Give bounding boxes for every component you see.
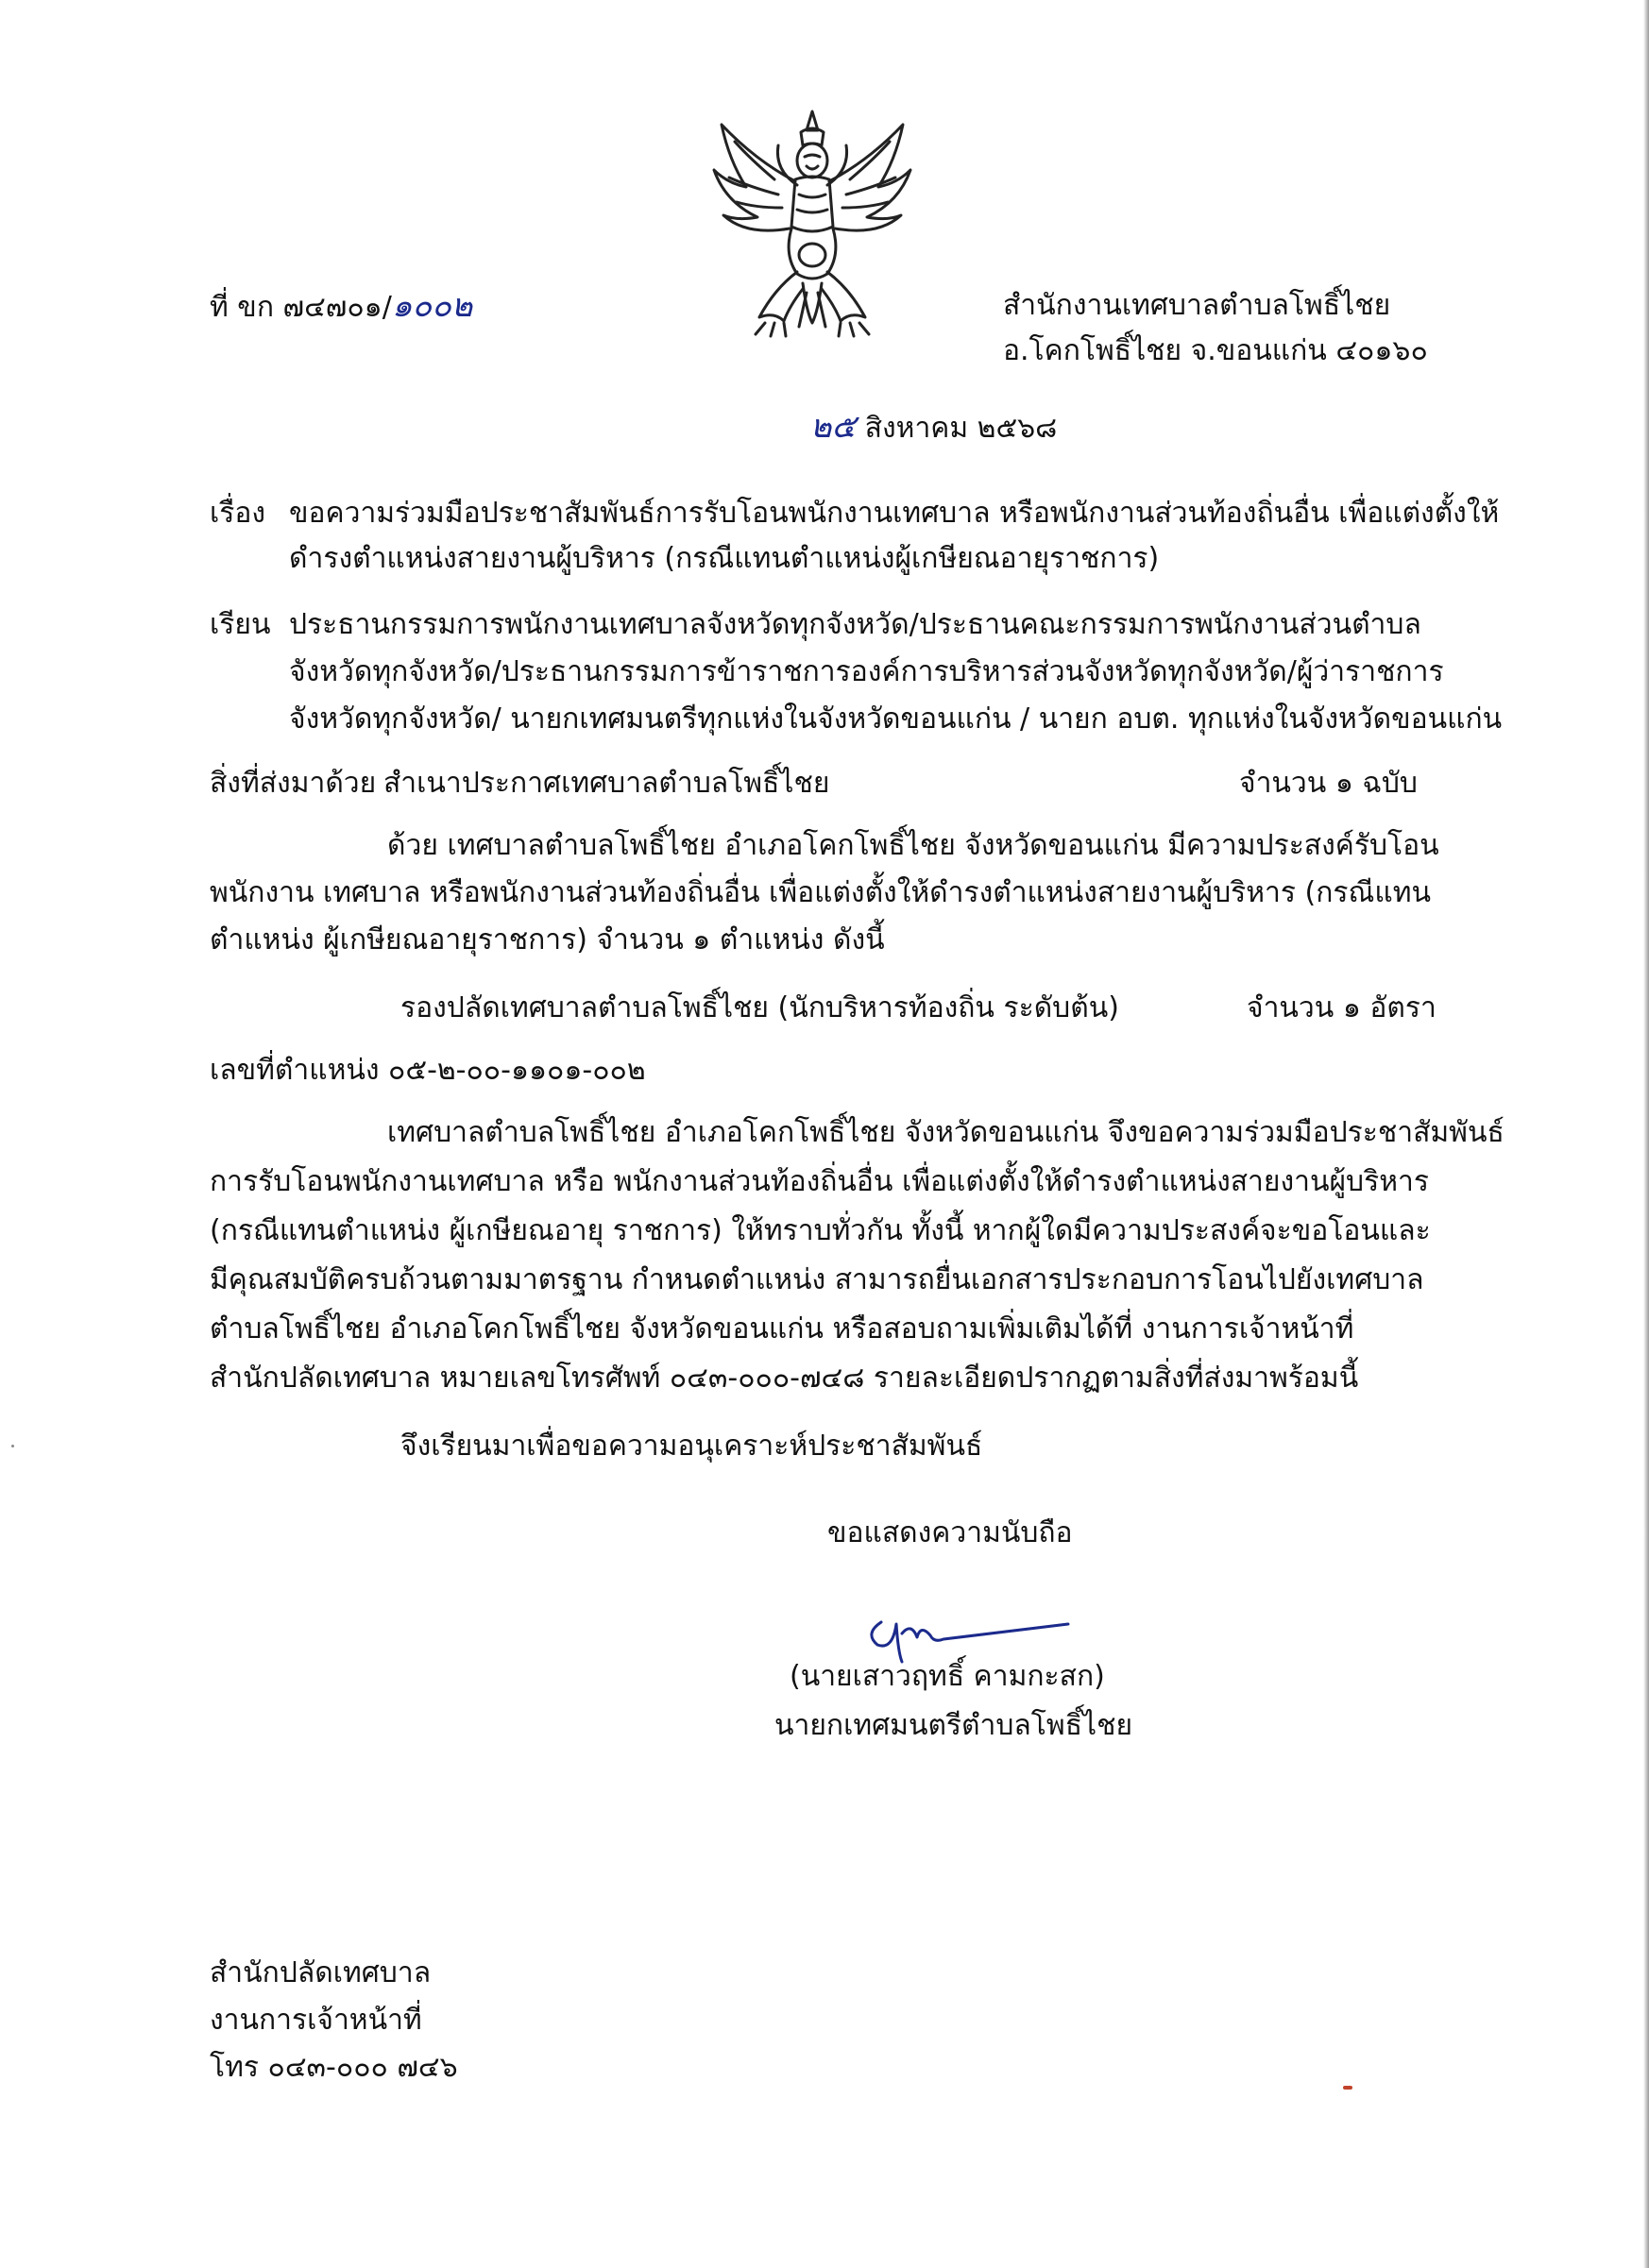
reference-number [210, 287, 472, 327]
position-count: จำนวน ๑ อัตรา [1247, 991, 1436, 1024]
footer-department: สำนักปลัดเทศบาล [210, 1956, 432, 1989]
date-month-year: สิงหาคม ๒๕๖๘ [864, 412, 1058, 445]
position-number: เลขที่ตำแหน่ง ๐๕-๒-๐๐-๑๑๐๑-๐๐๒ [210, 1054, 646, 1087]
reference-prefix: ที่ ขก ๗๔๗๐๑/ [210, 291, 392, 324]
para2-line-4: มีคุณสมบัติครบถ้วนตามมาตรฐาน กำหนดตำแหน่ง สามารถยื่นเอกสารประกอบการโอนไปยังเทศบาล [210, 1263, 1424, 1296]
para2-line-1: เทศบาลตำบลโพธิ์ไชย อำเภอโคกโพธิ์ไชย จังหวัดขอนแก่น จึงขอความร่วมมือประชาสัมพันธ์ [387, 1116, 1504, 1149]
position-name: รองปลัดเทศบาลตำบลโพธิ์ไชย (นักบริหารท้องถิ่น ระดับต้น) [400, 991, 1119, 1024]
scan-edge-shadow [1643, 0, 1649, 2268]
footer-section: งานการเจ้าหน้าที่ [210, 2004, 422, 2037]
reference-handwritten: ๑๐๐๒ [391, 287, 473, 325]
office-address: อ.โคกโพธิ์ไชย จ.ขอนแก่น ๔๐๑๖๐ [1003, 334, 1428, 367]
salutation: ขอแสดงความนับถือ [827, 1516, 1073, 1549]
recipient-label: เรียน [210, 608, 271, 641]
para2-line-5: ตำบลโพธิ์ไชย อำเภอโคกโพธิ์ไชย จังหวัดขอนแก่น หรือสอบถามเพิ่มเติมได้ที่ งานการเจ้าหน้าที่ [210, 1312, 1354, 1346]
para2-line-2: การรับโอนพนักงานเทศบาล หรือ พนักงานส่วนท้องถิ่นอื่น เพื่อแต่งตั้งให้ดำรงตำแหน่งสายงานผู้บริหาร [210, 1165, 1429, 1198]
enclosure-count: จำนวน ๑ ฉบับ [1239, 767, 1418, 800]
para1-line-2: พนักงาน เทศบาล หรือพนักงานส่วนท้องถิ่นอื่น เพื่อแต่งตั้งให้ดำรงตำแหน่งสายงานผู้บริหาร (กรณีแทน [210, 876, 1431, 909]
scan-speck [11, 1445, 14, 1447]
recipient-line-2: จังหวัดทุกจังหวัด/ประธานกรรมการข้าราชการองค์การบริหารส่วนจังหวัดทุกจังหวัด/ผู้ว่าราชการ [289, 655, 1444, 688]
recipient-line-1: ประธานกรรมการพนักงานเทศบาลจังหวัดทุกจังหวัด/ประธานคณะกรรมการพนักงานส่วนตำบล [289, 608, 1421, 641]
subject-line-1: ขอความร่วมมือประชาสัมพันธ์การรับโอนพนักงานเทศบาล หรือพนักงานส่วนท้องถิ่นอื่น เพื่อแต่งตั้งให้ [289, 497, 1500, 530]
signer-name: (นายเสาวฤทธิ์ คามกะสก) [790, 1660, 1105, 1693]
scan-mark [1343, 2086, 1352, 2090]
para2-line-6: สำนักปลัดเทศบาล หมายเลขโทรศัพท์ ๐๔๓-๐๐๐-๗๔๘ รายละเอียดปรากฏตามสิ่งที่ส่งมาพร้อมนี้ [210, 1362, 1359, 1395]
signer-title: นายกเทศมนตรีตำบลโพธิ์ไชย [774, 1709, 1133, 1742]
para2-line-3: (กรณีแทนตำแหน่ง ผู้เกษียณอายุ ราชการ) ให้ทราบทั่วกัน ทั้งนี้ หากผู้ใดมีความประสงค์จะขอโอนและ [210, 1214, 1431, 1247]
enclosure-label: สิ่งที่ส่งมาด้วย [210, 767, 377, 800]
date-day-handwritten: ๒๕ [810, 408, 857, 446]
subject-line-2: ดำรงตำแหน่งสายงานผู้บริหาร (กรณีแทนตำแหน่งผู้เกษียณอายุราชการ) [289, 542, 1160, 575]
recipient-line-3: จังหวัดทุกจังหวัด/ นายกเทศมนตรีทุกแห่งในจังหวัดขอนแก่น / นายก อบต. ทุกแห่งในจังหวัดขอนแก่น [289, 702, 1503, 736]
letter-date [810, 408, 1057, 448]
subject-label: เรื่อง [210, 497, 266, 530]
garuda-emblem-icon [708, 104, 916, 340]
footer-phone: โทร ๐๔๓-๐๐๐ ๗๔๖ [210, 2051, 458, 2084]
para1-line-3: ตำแหน่ง ผู้เกษียณอายุราชการ) จำนวน ๑ ตำแหน่ง ดังนี้ [210, 923, 885, 956]
para1-line-1: ด้วย เทศบาลตำบลโพธิ์ไชย อำเภอโคกโพธิ์ไชย จังหวัดขอนแก่น มีความประสงค์รับโอน [387, 829, 1439, 862]
enclosure-text: สำเนาประกาศเทศบาลตำบลโพธิ์ไชย [383, 767, 830, 800]
closing-request: จึงเรียนมาเพื่อขอความอนุเคราะห์ประชาสัมพันธ์ [400, 1430, 983, 1463]
office-name: สำนักงานเทศบาลตำบลโพธิ์ไชย [1003, 289, 1391, 322]
